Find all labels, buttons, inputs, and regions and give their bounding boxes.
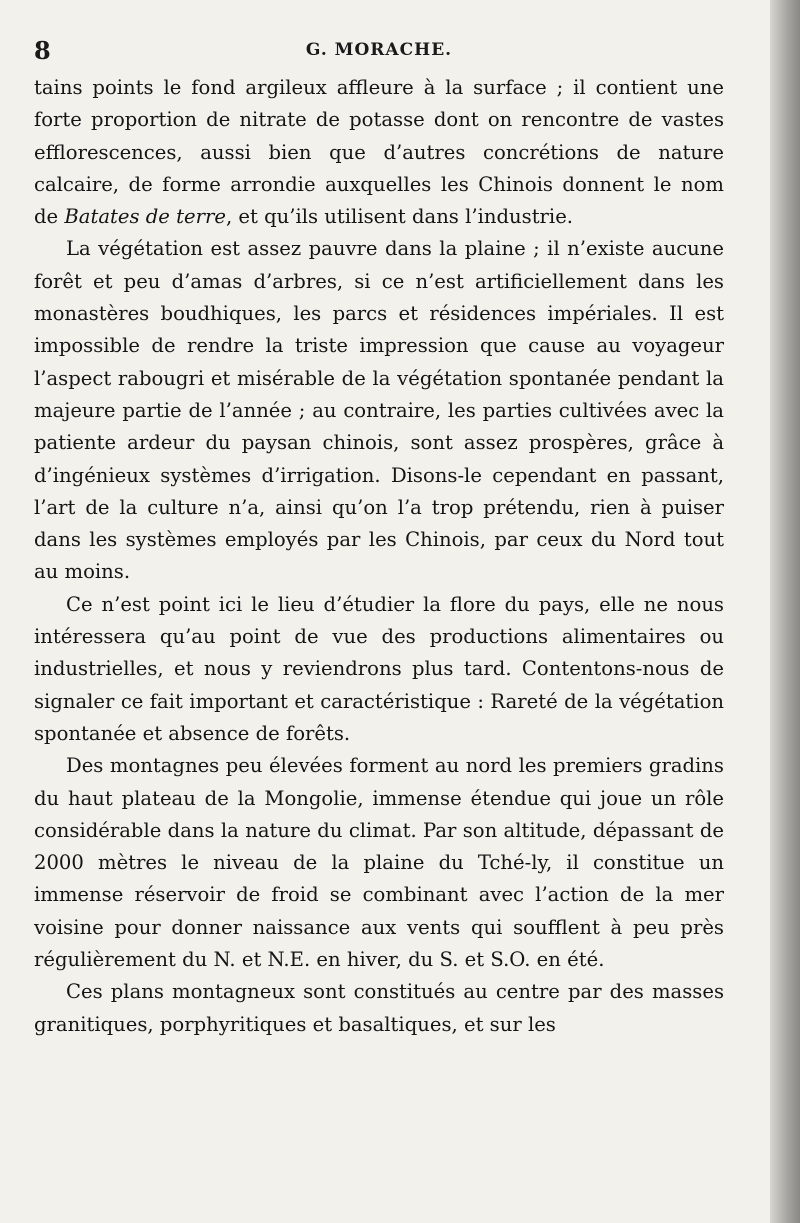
- page-number: 8: [34, 36, 51, 65]
- paragraph-1-italic-term: Batates de terre: [64, 205, 226, 229]
- paragraph-5: Ces plans montagneux sont constitués au centre par des masses granitiques, porphyritiques et basaltiques, et sur les: [34, 980, 724, 1036]
- running-head: G. MORACHE.: [305, 40, 453, 60]
- paragraph-1-text-after: , et qu’ils utilisent dans l’industrie.: [225, 205, 574, 229]
- body-text: [34, 72, 724, 1041]
- paragraph-1: [34, 72, 724, 233]
- paragraph-4: Des montagnes peu élevées forment au nord les premiers gradins du haut plateau de la Mongolie, immense étendue qui joue un rôle considérable dans la nature du climat. Par son altitude, dépassant de 2000 mètres le niveau de la plaine du Tché-ly, il constitue un immense réservoir de froid se combinant avec l’action de la mer voisine pour donner naissance aux vents qui soufflent à peu près régulièrement du N. et N.E. en hiver, du S. et S.O. en été.: [34, 754, 724, 972]
- paragraph-2: La végétation est assez pauvre dans la plaine ; il n’existe aucune forêt et peu d’amas d’arbres, si ce n’est artificiellement dans les monastères boudhiques, les parcs et résidences impériales. Il est impossible de rendre la triste impression que cause au voyageur l’aspect rabougri et misérable de la végétation spontanée pendant la majeure partie de l’année ; au contraire, les parties cultivées avec la patiente ardeur du paysan chinois, sont assez prospères, grâce à d’ingénieux systèmes d’irrigation. Disons-le cependant en passant, l’art de la culture n’a, ainsi qu’on l’a trop prétendu, rien à puiser dans les systèmes employés par les Chinois, par ceux du Nord tout au moins.: [34, 237, 724, 584]
- page-header: [34, 36, 724, 66]
- paragraph-3: Ce n’est point ici le lieu d’étudier la flore du pays, elle ne nous intéressera qu’au point de vue des productions alimentaires ou industrielles, et nous y reviendrons plus tard. Contentons-nous de signaler ce fait important et caractéristique : Rareté de la végétation spontanée et absence de forêts.: [34, 592, 724, 745]
- paragraph-1-text-before: tains points le fond argileux affleure à la surface ; il contient une forte proportion de nitrate de potasse dont on rencontre de vastes efflorescences, aussi bien que d’autres concrétions de nature calcaire, de forme arrondie auxquelles les Chinois donnent le nom de: [34, 76, 724, 229]
- page-edge-shadow: [770, 0, 800, 1223]
